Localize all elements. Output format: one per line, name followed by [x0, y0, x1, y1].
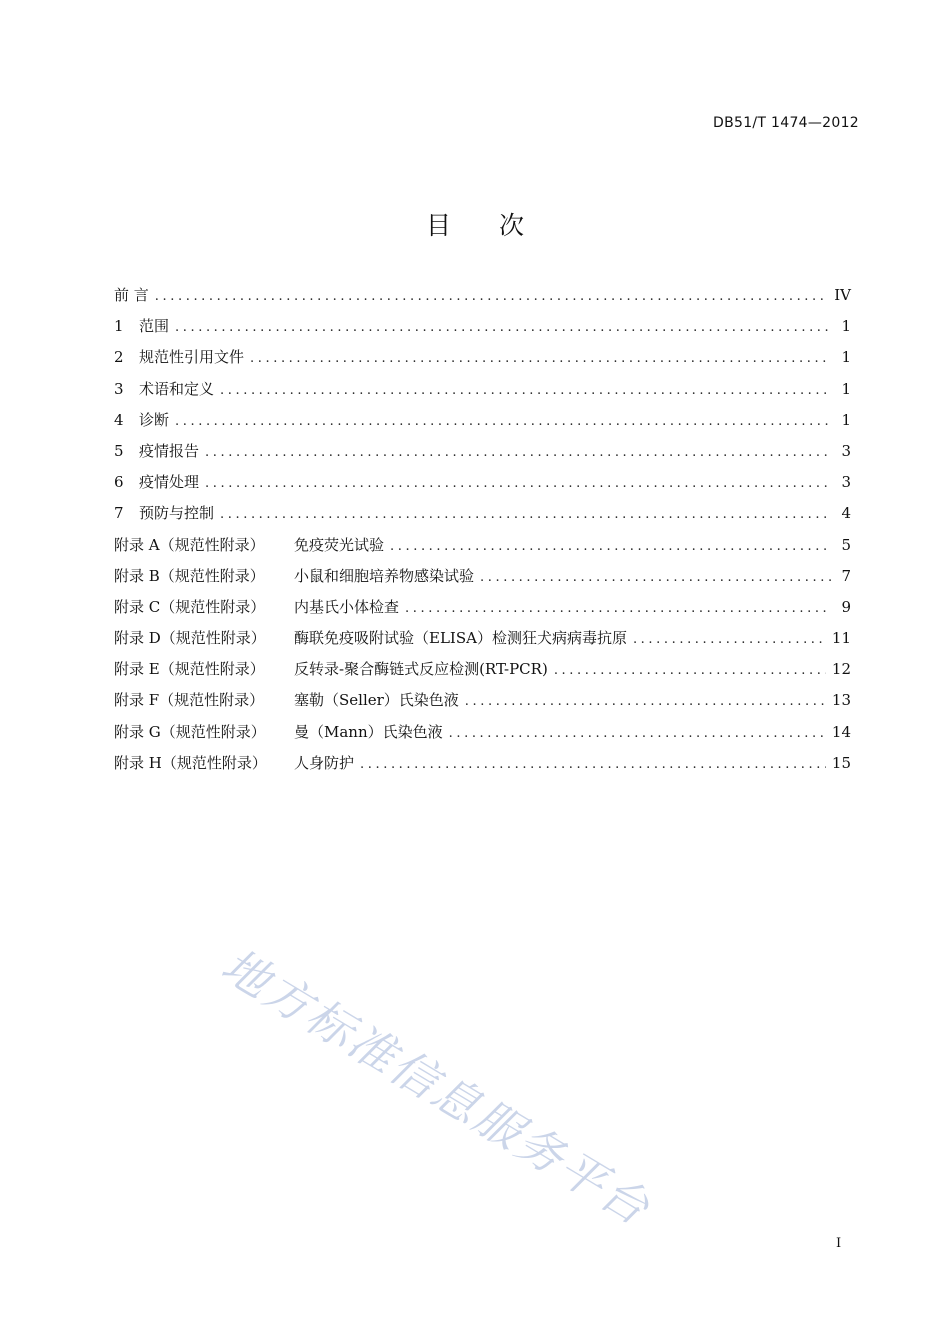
toc-leader-dots [175, 414, 831, 429]
toc-entry-title: 疫情处理 [139, 473, 200, 492]
title-part-2: 次 [499, 211, 525, 240]
toc-appendix-label: 附录 G（规范性附录） [114, 722, 266, 741]
toc-entry-title: 塞勒（Seller）氏染色液 [294, 691, 459, 710]
toc-entry-title: 反转录-聚合酶链式反应检测(RT-PCR) [294, 660, 548, 679]
page-title [0, 206, 950, 242]
toc-appendix-label: 附录 C（规范性附录） [114, 597, 266, 616]
toc-entry-number: 1 [114, 317, 124, 336]
toc-entry-4[interactable] [114, 409, 851, 440]
toc-page-number: 3 [841, 473, 851, 492]
toc-leader-dots [554, 663, 826, 678]
toc-entry-title: 免疫荧光试验 [294, 535, 385, 554]
toc-leader-dots [480, 570, 831, 585]
toc-page-number: 1 [841, 317, 851, 336]
table-of-contents [114, 284, 851, 783]
toc-leader-dots [155, 289, 828, 304]
toc-entry-title: 预防与控制 [139, 504, 215, 523]
toc-leader-dots [220, 507, 831, 522]
toc-page-number: 1 [841, 410, 851, 429]
toc-page-number: 13 [831, 691, 851, 710]
toc-appendix-label: 附录 D（规范性附录） [114, 629, 266, 648]
toc-leader-dots [360, 757, 826, 772]
toc-page-number: 7 [841, 566, 851, 585]
toc-entry-number: 3 [114, 379, 124, 398]
toc-page-number: 1 [841, 348, 851, 367]
toc-entry-title: 酶联免疫吸附试验（ELISA）检测狂犬病病毒抗原 [294, 629, 627, 648]
toc-entry-title: 小鼠和细胞培养物感染试验 [294, 566, 475, 585]
title-part-1: 目 [425, 211, 451, 240]
toc-entry-number: 6 [114, 473, 124, 492]
toc-leader-dots [633, 632, 826, 647]
toc-appendix-label: 附录 B（规范性附录） [114, 566, 265, 585]
toc-entry-title: 术语和定义 [139, 379, 215, 398]
toc-page-number: 1 [841, 379, 851, 398]
toc-page-number: 12 [831, 660, 851, 679]
toc-entry-appendix-h[interactable] [114, 752, 851, 783]
toc-entry-number: 5 [114, 441, 124, 460]
toc-entry-appendix-d[interactable] [114, 627, 851, 658]
toc-entry-title: 人身防护 [294, 753, 355, 772]
toc-entry-5[interactable] [114, 440, 851, 471]
toc-entry-title: 疫情报告 [139, 441, 200, 460]
toc-entry-2[interactable] [114, 346, 851, 377]
toc-entry-appendix-f[interactable] [114, 689, 851, 720]
toc-entry-appendix-a[interactable] [114, 534, 851, 565]
toc-entry-title: 范围 [139, 317, 170, 336]
toc-appendix-label: 附录 F（规范性附录） [114, 691, 265, 710]
toc-entry-6[interactable] [114, 471, 851, 502]
toc-leader-dots [205, 476, 831, 491]
watermark: 地方标准信息服务平台 [212, 937, 661, 1237]
toc-page-number: 5 [841, 535, 851, 554]
toc-page-number: 4 [841, 504, 851, 523]
toc-entry-1[interactable] [114, 315, 851, 346]
toc-entry-number: 2 [114, 348, 124, 367]
toc-entry-number: 4 [114, 410, 124, 429]
toc-entry-3[interactable] [114, 378, 851, 409]
toc-appendix-label: 附录 A（规范性附录） [114, 535, 265, 554]
toc-page-number: 15 [831, 753, 851, 772]
toc-entry-title: 规范性引用文件 [139, 348, 245, 367]
toc-leader-dots [250, 351, 831, 366]
toc-leader-dots [405, 601, 831, 616]
toc-page-number: 9 [841, 597, 851, 616]
toc-leader-dots [205, 445, 831, 460]
toc-leader-dots [220, 383, 831, 398]
toc-entry-number: 7 [114, 504, 124, 523]
toc-entry-title: 曼（Mann）氏染色液 [294, 722, 443, 741]
toc-appendix-label: 附录 H（规范性附录） [114, 753, 267, 772]
toc-page-number: 3 [841, 441, 851, 460]
toc-appendix-label: 附录 E（规范性附录） [114, 660, 265, 679]
toc-entry-title: 内基氏小体检查 [294, 597, 400, 616]
document-code: DB51/T 1474—2012 [713, 115, 859, 131]
toc-leader-dots [449, 726, 826, 741]
toc-leader-dots [465, 694, 826, 709]
toc-leader-dots [390, 539, 831, 554]
toc-entry-7[interactable] [114, 502, 851, 533]
toc-page-number: IV [834, 286, 851, 304]
toc-entry-appendix-e[interactable] [114, 658, 851, 689]
toc-entry-appendix-b[interactable] [114, 565, 851, 596]
toc-page-number: 14 [831, 722, 851, 741]
footer-page-number: I [836, 1236, 842, 1251]
toc-entry-title: 诊断 [139, 410, 170, 429]
toc-entry-title: 前 言 [114, 286, 149, 304]
toc-entry-appendix-g[interactable] [114, 721, 851, 752]
toc-leader-dots [175, 320, 831, 335]
toc-page-number: 11 [831, 629, 851, 648]
toc-entry-appendix-c[interactable] [114, 596, 851, 627]
toc-entry-foreword[interactable] [114, 284, 851, 315]
